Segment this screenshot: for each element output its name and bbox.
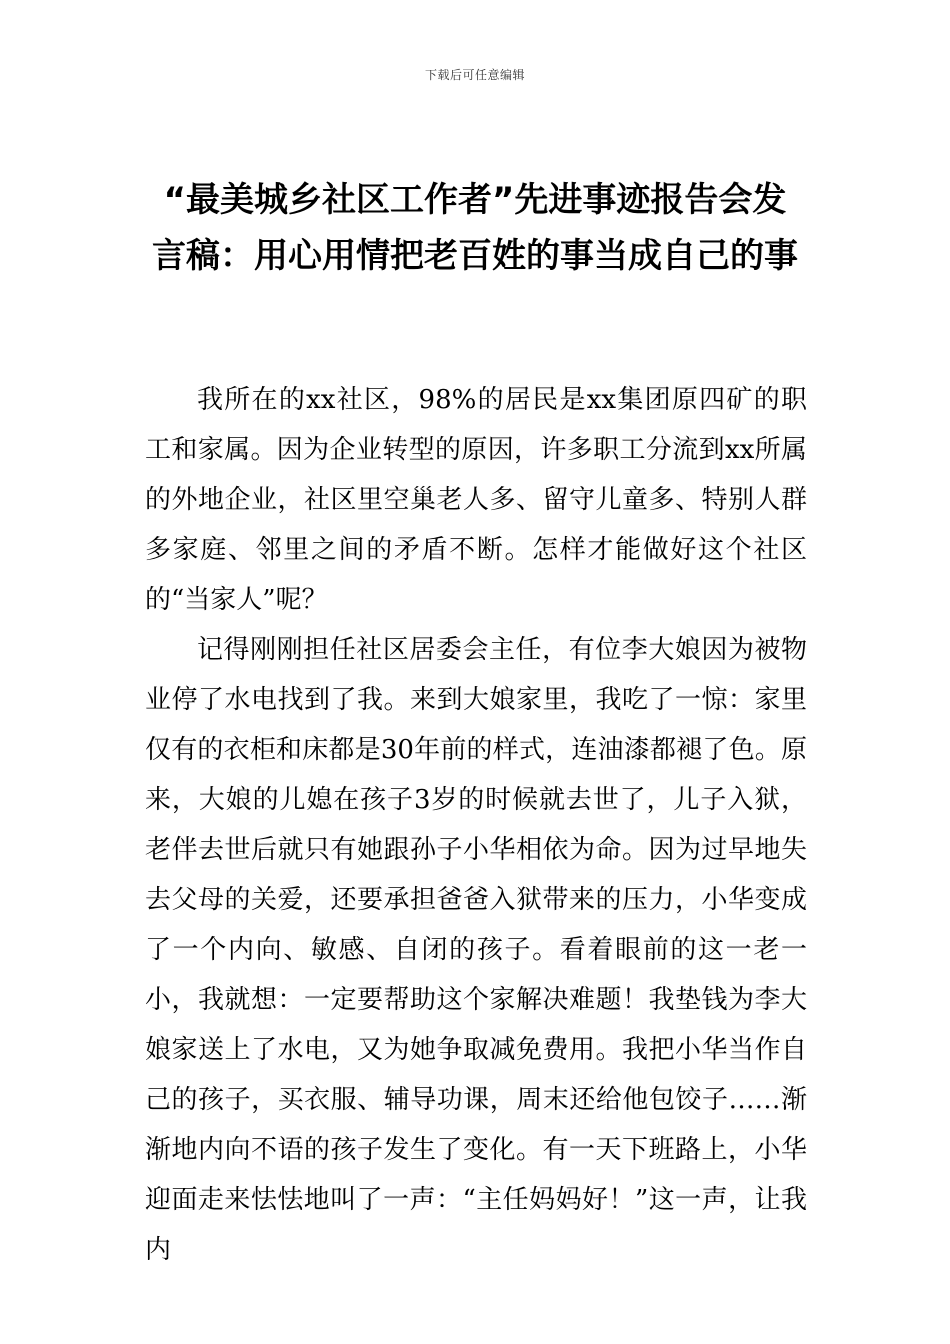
paragraph: 我所在的xx社区，98%的居民是xx集团原四矿的职工和家属。因为企业转型的原因，许多职工分流到xx所属的外地企业，社区里空巢老人多、留守儿童多、特别人群多家庭、邻里之间的矛盾不断。怎样才能做好这个社区的“当家人”呢？ (145, 385, 807, 615)
header-note: 下载后可任意编辑 (424, 68, 525, 82)
paragraph: 记得刚刚担任社区居委会主任，有位李大娘因为被物业停了水电找到了我。来到大娘家里，我吃了一惊：家里仅有的衣柜和床都是30年前的样式，连油漆都褪了色。原来，大娘的儿媳在孩子3岁的时候就去世了，儿子入狱，老伴去世后就只有她跟孙子小华相依为命。因为过早地失去父母的关爱，还要承担爸爸入狱带来的压力，小华变成了一个内向、敏感、自闭的孩子。看着眼前的这一老一小，我就想：一定要帮助这个家解决难题！我垫钱为李大娘家送上了水电，又为她争取减免费用。我把小华当作自己的孩子，买衣服、辅导功课，周末还给他包饺子……渐渐地内向不语的孩子发生了变化。有一天下班路上，小华迎面走来怯怯地叫了一声：“主任妈妈好！”这一声，让我内 (145, 635, 807, 1265)
document-body (145, 375, 807, 1275)
document-title: “最美城乡社区工作者”先进事迹报告会发言稿：用心用情把老百姓的事当成自己的事 (152, 180, 798, 276)
